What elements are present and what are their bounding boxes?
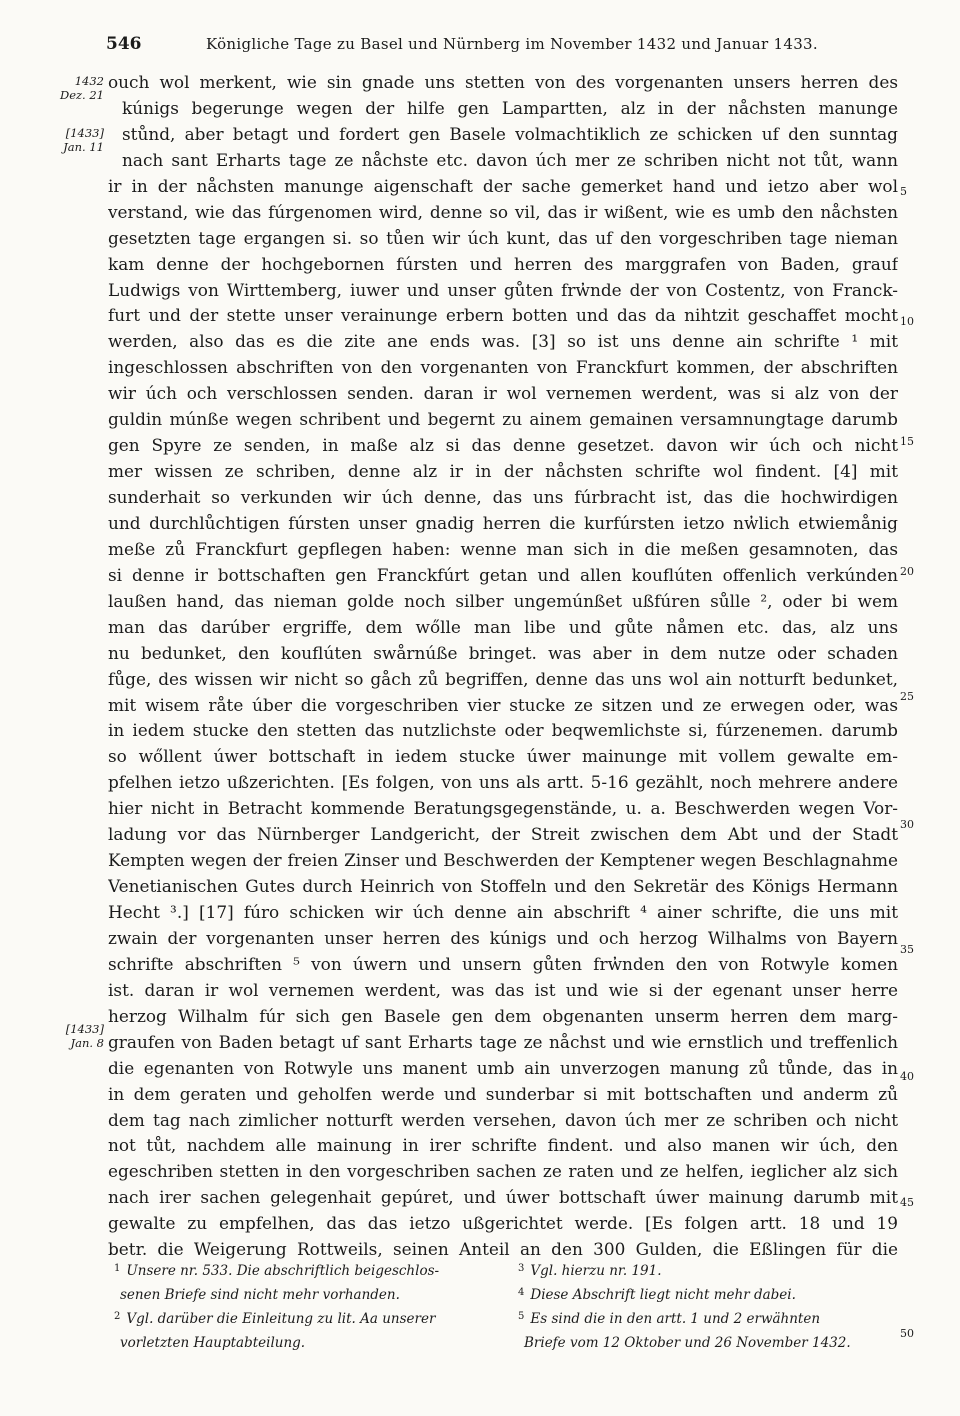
text-line: in iedem stucke den stetten das nutzlichste oder beqwemlichste si, fúrzenemen. darumb — [108, 720, 898, 741]
text-line: si denne ir bottschaften gen Franckfúrt getan und allen kouflúten offenlich verkúnden — [108, 564, 898, 585]
body-text — [108, 70, 898, 1263]
line-number: 45 — [900, 1196, 914, 1209]
footnote — [114, 1330, 494, 1354]
text-line: Hecht ³.] [17] fúro schicken wir úch denne ain abschrift ⁴ ainer schrifte, die uns mit — [108, 902, 898, 922]
text-line: kúnigs begerunge wegen der hilfe gen Lampartten, alz in der nåchsten manunge — [122, 97, 898, 118]
footnote — [114, 1282, 494, 1306]
footnote — [518, 1330, 898, 1354]
text-line: gen Spyre ze senden, in maße alz si das denne gesetzet. davon wir úch och nicht — [108, 435, 898, 456]
footnote — [114, 1306, 494, 1330]
margin-note-date: Dez. 21 — [59, 88, 104, 102]
text-line: Ludwigs von Wirttemberg, iuwer und unser gůten frw̓nde der von Costentz, von Franck- — [108, 279, 898, 300]
footnote-number: 1 — [114, 1263, 121, 1274]
line-number: 25 — [900, 690, 914, 703]
footnote — [518, 1258, 898, 1282]
text-line: furt und der stette unser verainunge erbern botten und das da nihtzit geschaffet mocht — [108, 305, 898, 326]
footnote-number: 5 — [518, 1311, 525, 1322]
text-line: die egenanten von Rotwyle uns manent umb ain unverzogen manung zů tůnde, das in — [108, 1057, 898, 1078]
text-line: nach irer sachen gelegenhait gepúret, und úwer bottschaft úwer mainung darumb mit — [108, 1187, 898, 1208]
text-line: gewalte zu empfelhen, das das ietzo ußgerichtet werde. [Es folgen artt. 18 und 19 — [108, 1213, 898, 1234]
text-line: egeschriben stetten in den vorgeschriben sachen ze raten und ze helfen, ieglicher alz sich — [108, 1161, 898, 1182]
line-number: 10 — [900, 315, 914, 328]
footnote-text: Diese Abschrift liegt nicht mehr dabei. — [530, 1287, 796, 1303]
text-line: pfelhen ietzo ußzerichten. [Es folgen, von uns als artt. 5-16 gezählt, noch mehrere andere — [108, 772, 898, 793]
text-line: nach sant Erharts tage ze nåchste etc. davon úch mer ze schriben nicht not tůt, wann — [122, 149, 898, 170]
footnote-text: Briefe vom 12 Oktober und 26 November 1432. — [524, 1335, 851, 1351]
footnote-text: Es sind die in den artt. 1 und 2 erwähnten — [530, 1311, 821, 1327]
footnote — [518, 1282, 898, 1306]
margin-note-year: [1433] — [65, 1022, 104, 1036]
text-line: herzog Wilhalm fúr sich gen Basele gen dem obgenanten unserm herren dem marg- — [108, 1005, 898, 1026]
text-line: guldin múnße wegen schribent und begernt zu ainem gemainen versamnungtage darumb — [108, 409, 898, 430]
text-line: Venetianischen Gutes durch Heinrich von Stoffeln und den Sekretär des Königs Hermann — [108, 876, 898, 897]
footnote — [518, 1306, 898, 1330]
text-line: verstand, wie das fúrgenomen wird, denne so vil, das ir wißent, wie es umb den nåchsten — [108, 201, 898, 222]
text-line: wir úch och verschlossen senden. daran ir wol vernemen werdent, was si alz von der — [108, 383, 898, 404]
text-line: schrifte abschriften ⁵ von úwern und unsern gůten frw̓nden den von Rotwyle komen — [108, 953, 898, 974]
running-head — [106, 34, 896, 58]
text-line: gesetzten tage ergangen si. so tůen wir úch kunt, das uf den vorgeschriben tage nieman — [108, 227, 898, 248]
page-number: 546 — [106, 34, 142, 54]
text-line: zwain der vorgenanten unser herren des kúnigs und och herzog Wilhalms von Bayern — [108, 927, 898, 948]
text-line: meße zů Franckfurt gepflegen haben: wenne man sich in die meßen gesamnoten, das — [108, 538, 898, 559]
line-number: 5 — [900, 185, 907, 198]
text-line: not tůt, nachdem alle mainung in irer schrifte findent. und also manen wir úch, den — [108, 1135, 898, 1156]
text-line: in dem geraten und geholfen werde und sunderbar si mit bottschaften und anderm zů — [108, 1083, 898, 1104]
footnote-text: Vgl. hierzu nr. 191. — [530, 1263, 662, 1279]
text-line: laußen hand, das nieman golde noch silber ungemúnßet ußfúren sůlle ², oder bi wem — [108, 590, 898, 611]
footnote-number: 3 — [518, 1263, 525, 1274]
line-number: 30 — [900, 818, 914, 831]
text-line: sunderhait so verkunden wir úch denne, das uns fúrbracht ist, das die hochwirdigen — [108, 487, 898, 507]
text-line: ir in der nåchsten manunge aigenschaft der sache gemerket hand und ietzo aber wol — [108, 175, 898, 196]
text-line: man das darúber ergriffe, dem wőlle man libe und gůte nåmen etc. das, alz uns — [108, 616, 898, 637]
line-number: 35 — [900, 943, 914, 956]
text-line: dem tag nach zimlicher notturft werden versehen, davon úch mer ze schriben och nicht — [108, 1109, 898, 1130]
line-number: 15 — [900, 435, 914, 448]
text-line: kam denne der hochgebornen fúrsten und herren des marggrafen von Baden, grauf — [108, 253, 898, 274]
text-line: ouch wol merkent, wie sin gnade uns stetten von des vorgenanten unsers herren des — [108, 72, 898, 92]
text-line: nu bedunket, den kouflúten swårnúße bringet. was aber in dem nutze oder schaden — [108, 642, 898, 663]
footnote-text: Vgl. darüber die Einleitung zu lit. Aa unserer — [126, 1311, 436, 1327]
text-line: so wőllent úwer bottschaft in iedem stucke úwer mainunge mit vollem gewalte em- — [108, 746, 898, 767]
footnote-text: Unsere nr. 533. Die abschriftlich beigeschlos- — [126, 1263, 440, 1279]
text-line: ladung vor das Nürnberger Landgericht, der Streit zwischen dem Abt und der Stadt — [108, 824, 898, 845]
text-line: graufen von Baden betagt uf sant Erharts tage ze nåchst und wie ernstlich und treffenlich — [108, 1031, 898, 1052]
line-number: 20 — [900, 565, 914, 578]
margin-note-year: 1432 — [74, 74, 104, 88]
footnote-number: 4 — [518, 1287, 525, 1298]
text-line: ingeschlossen abschriften von den vorgenanten von Franckfurt kommen, der abschriften — [108, 357, 898, 378]
footnotes-left-column — [114, 1258, 494, 1354]
running-title: Königliche Tage zu Basel und Nürnberg im November 1432 und Januar 1433. — [206, 35, 818, 53]
margin-note-date: Jan. 11 — [63, 140, 104, 154]
text-line: werden, also das es die zite ane ends was. [3] so ist uns denne ain schrifte ¹ mit — [108, 331, 898, 352]
text-line: mer wissen ze schriben, denne alz ir in der nåchsten schrifte wol findent. [4] mit — [108, 461, 898, 482]
text-line: stůnd, aber betagt und fordert gen Basele volmachtiklich ze schicken uf den sunntag — [122, 123, 898, 144]
footnote-text: vorletzten Hauptabteilung. — [120, 1335, 306, 1351]
text-line: mit wisem råte úber die vorgeschriben vier stucke ze sitzen und ze erwegen oder, was — [108, 694, 898, 715]
line-number: 40 — [900, 1070, 914, 1083]
footnote-text: senen Briefe sind nicht mehr vorhanden. — [120, 1287, 400, 1303]
line-number: 50 — [900, 1327, 914, 1340]
text-line: betr. die Weigerung Rottweils, seinen Anteil an den 300 Gulden, die Eßlingen für die — [108, 1239, 898, 1260]
margin-note-year: [1433] — [65, 126, 104, 140]
text-line: und durchlůchtigen fúrsten unser gnadig herren die kurfúrsten ietzo nw̓lich etwiemånig — [108, 512, 898, 533]
text-line: Kempten wegen der freien Zinser und Beschwerden der Kemptener wegen Beschlagnahme — [108, 850, 898, 871]
text-line: fůge, des wissen wir nicht so gåch zů begriffen, denne das uns wol ain notturft bedunket, — [108, 668, 898, 689]
footnote — [114, 1258, 494, 1282]
footnote-number: 2 — [114, 1311, 121, 1322]
text-line: ist. daran ir wol vernemen werdent, was das ist und wie si der egenant unser herre — [108, 979, 898, 1000]
text-line: hier nicht in Betracht kommende Beratungsgegenstände, u. a. Beschwerden wegen Vor- — [108, 798, 898, 819]
margin-note-date: Jan. 8 — [70, 1036, 104, 1050]
footnotes-right-column — [518, 1258, 898, 1354]
